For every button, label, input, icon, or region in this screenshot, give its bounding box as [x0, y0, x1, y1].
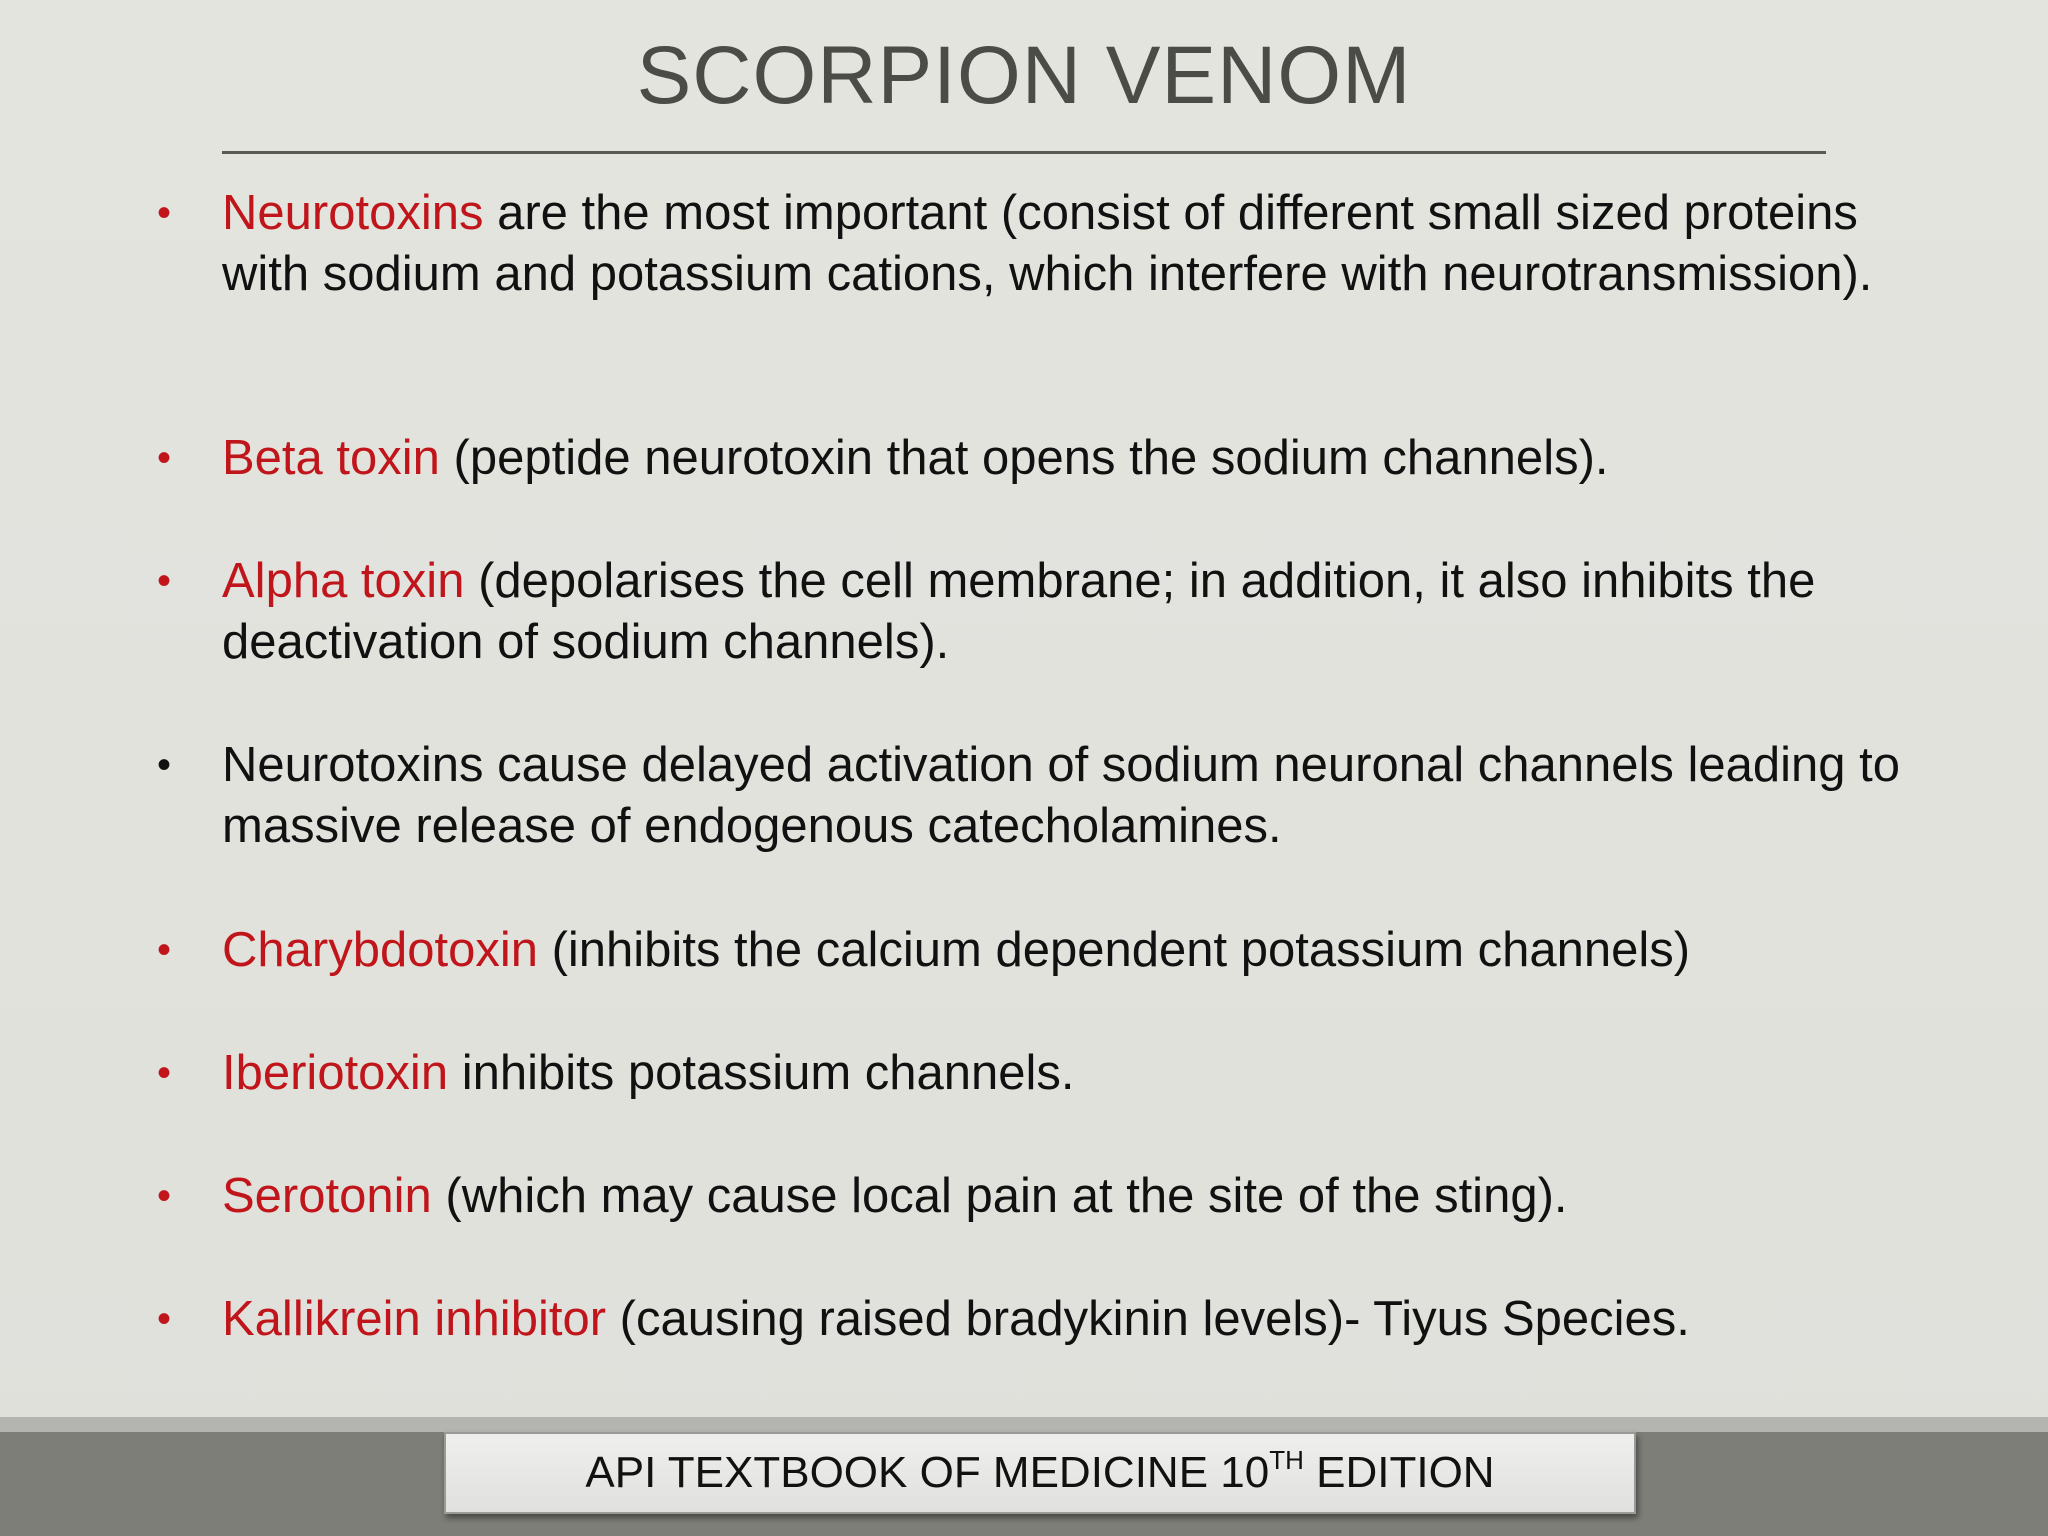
bullet-dot-icon: • — [157, 1297, 172, 1341]
bullet-dot-icon: • — [157, 1174, 172, 1218]
bullet-item-serotonin — [157, 1166, 1922, 1227]
key-term: Serotonin — [222, 1169, 432, 1223]
bullet-dot-icon: • — [157, 928, 172, 972]
bullet-text: (depolarises the cell membrane; in addition, it also inhibits the deactivation of sodium channels). — [222, 554, 1816, 669]
bullet-text: Neurotoxins cause delayed activation of sodium neuronal channels leading to massive release of endogenous catecholamines. — [222, 738, 1900, 853]
bullet-item-alpha-toxin — [157, 551, 1922, 673]
footer-text: API TEXTBOOK OF MEDICINE 10 — [585, 1448, 1270, 1497]
bullet-text: (causing raised bradykinin levels)- Tiyus Species. — [606, 1292, 1690, 1346]
slide-title: SCORPION VENOM — [636, 30, 1412, 121]
bullet-text: (peptide neurotoxin that opens the sodium channels). — [439, 431, 1609, 485]
bullet-item-neurotoxins-effect — [157, 735, 1922, 857]
bullet-dot-icon: • — [157, 1051, 172, 1095]
bullet-item-kallikrein-inhibitor — [157, 1289, 1922, 1350]
bullet-item-charybdotoxin — [157, 920, 1922, 981]
footer-source-label — [444, 1432, 1636, 1514]
bullet-dot-icon: • — [157, 559, 172, 603]
footer-superscript: TH — [1269, 1445, 1304, 1475]
key-term: Charybdotoxin — [222, 923, 538, 977]
footer-text-end: EDITION — [1303, 1448, 1495, 1497]
key-term: Kallikrein inhibitor — [222, 1292, 607, 1346]
key-term: Neurotoxins — [222, 186, 484, 240]
bullet-item-iberiotoxin — [157, 1043, 1922, 1104]
bullet-item-neurotoxins — [157, 183, 1922, 305]
bullet-dot-icon: • — [157, 191, 172, 235]
key-term: Alpha toxin — [222, 554, 465, 608]
bullet-text: (which may cause local pain at the site of the sting). — [431, 1169, 1568, 1223]
bullet-text: (inhibits the calcium dependent potassium channels) — [537, 923, 1691, 977]
bullet-text: inhibits potassium channels. — [448, 1046, 1075, 1100]
key-term: Iberiotoxin — [222, 1046, 449, 1100]
bullet-dot-icon: • — [157, 436, 172, 480]
bullet-item-beta-toxin — [157, 428, 1922, 489]
key-term: Beta toxin — [222, 431, 440, 485]
bullet-dot-icon: • — [157, 743, 172, 787]
bullet-text: are the most important (consist of different small sized proteins with sodium and potassium cations, which interfere with neurotransmission). — [222, 186, 1873, 301]
